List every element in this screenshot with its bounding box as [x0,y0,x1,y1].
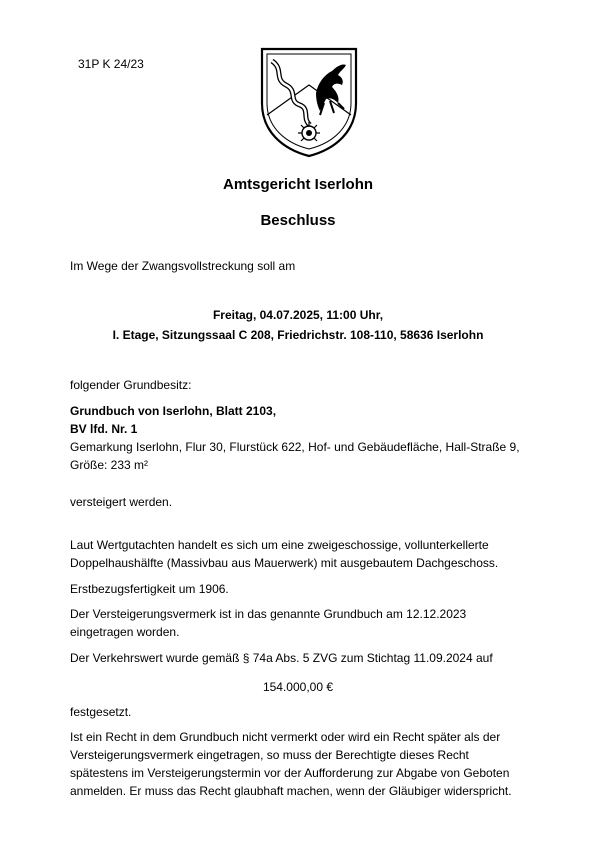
first-occupancy: Erstbezugsfertigkeit um 1906. [70,582,229,596]
case-number: 31P K 24/23 [78,57,144,71]
rights-line2: Versteigerungsvermerk eingetragen, so muss der Berechtigte dieses Recht [70,748,469,762]
market-value: 154.000,00 € [262,680,334,694]
bv-number: BV lfd. Nr. 1 [70,422,138,436]
market-value-intro: Der Verkehrswert wurde gemäß § 74a Abs. 5 ZVG zum Stichtag 11.09.2024 auf [70,651,493,665]
intro-text: Im Wege der Zwangsvollstreckung soll am [70,259,296,273]
property-intro: folgender Grundbesitz: [70,378,192,392]
valuation-line1: Laut Wertgutachten handelt es sich um eine zweigeschossige, vollunterkellerte [70,538,489,552]
rights-line3: spätestens im Versteigerungstermin vor der Aufforderung zur Abgabe von Geboten [70,766,510,780]
rights-line1: Ist ein Recht in dem Grundbuch nicht vermerkt oder wird ein Recht später als der [70,730,501,744]
fixed-text: festgesetzt. [70,705,132,719]
register-note-line1: Der Versteigerungsvermerk ist in das genannte Grundbuch am 12.12.2023 [70,607,467,621]
property-description-line1: Gemarkung Iserlohn, Flur 30, Flurstück 622, Hof- und Gebäudefläche, Hall-Straße 9, [70,440,520,454]
register-note-line2: eingetragen worden. [70,625,180,639]
auctioned-text: versteigert werden. [70,495,173,509]
appointment-date-time: Freitag, 04.07.2025, 11:00 Uhr, [212,308,384,322]
appointment-location: I. Etage, Sitzungssaal C 208, Friedrichstr. 108-110, 58636 Iserlohn [112,328,484,342]
rights-line4: anmelden. Er muss das Recht glaubhaft machen, wenn der Gläubiger widerspricht. [70,784,512,798]
court-name: Amtsgericht Iserlohn [222,176,374,193]
property-description-line2: Größe: 233 m² [70,458,149,472]
coat-of-arms-icon [258,45,360,159]
valuation-line2: Doppelhaushälfte (Massivbau aus Mauerwerk) mit ausgebautem Dachgeschoss. [70,556,499,570]
land-register: Grundbuch von Iserlohn, Blatt 2103, [70,404,277,418]
document-type: Beschluss [260,212,336,229]
